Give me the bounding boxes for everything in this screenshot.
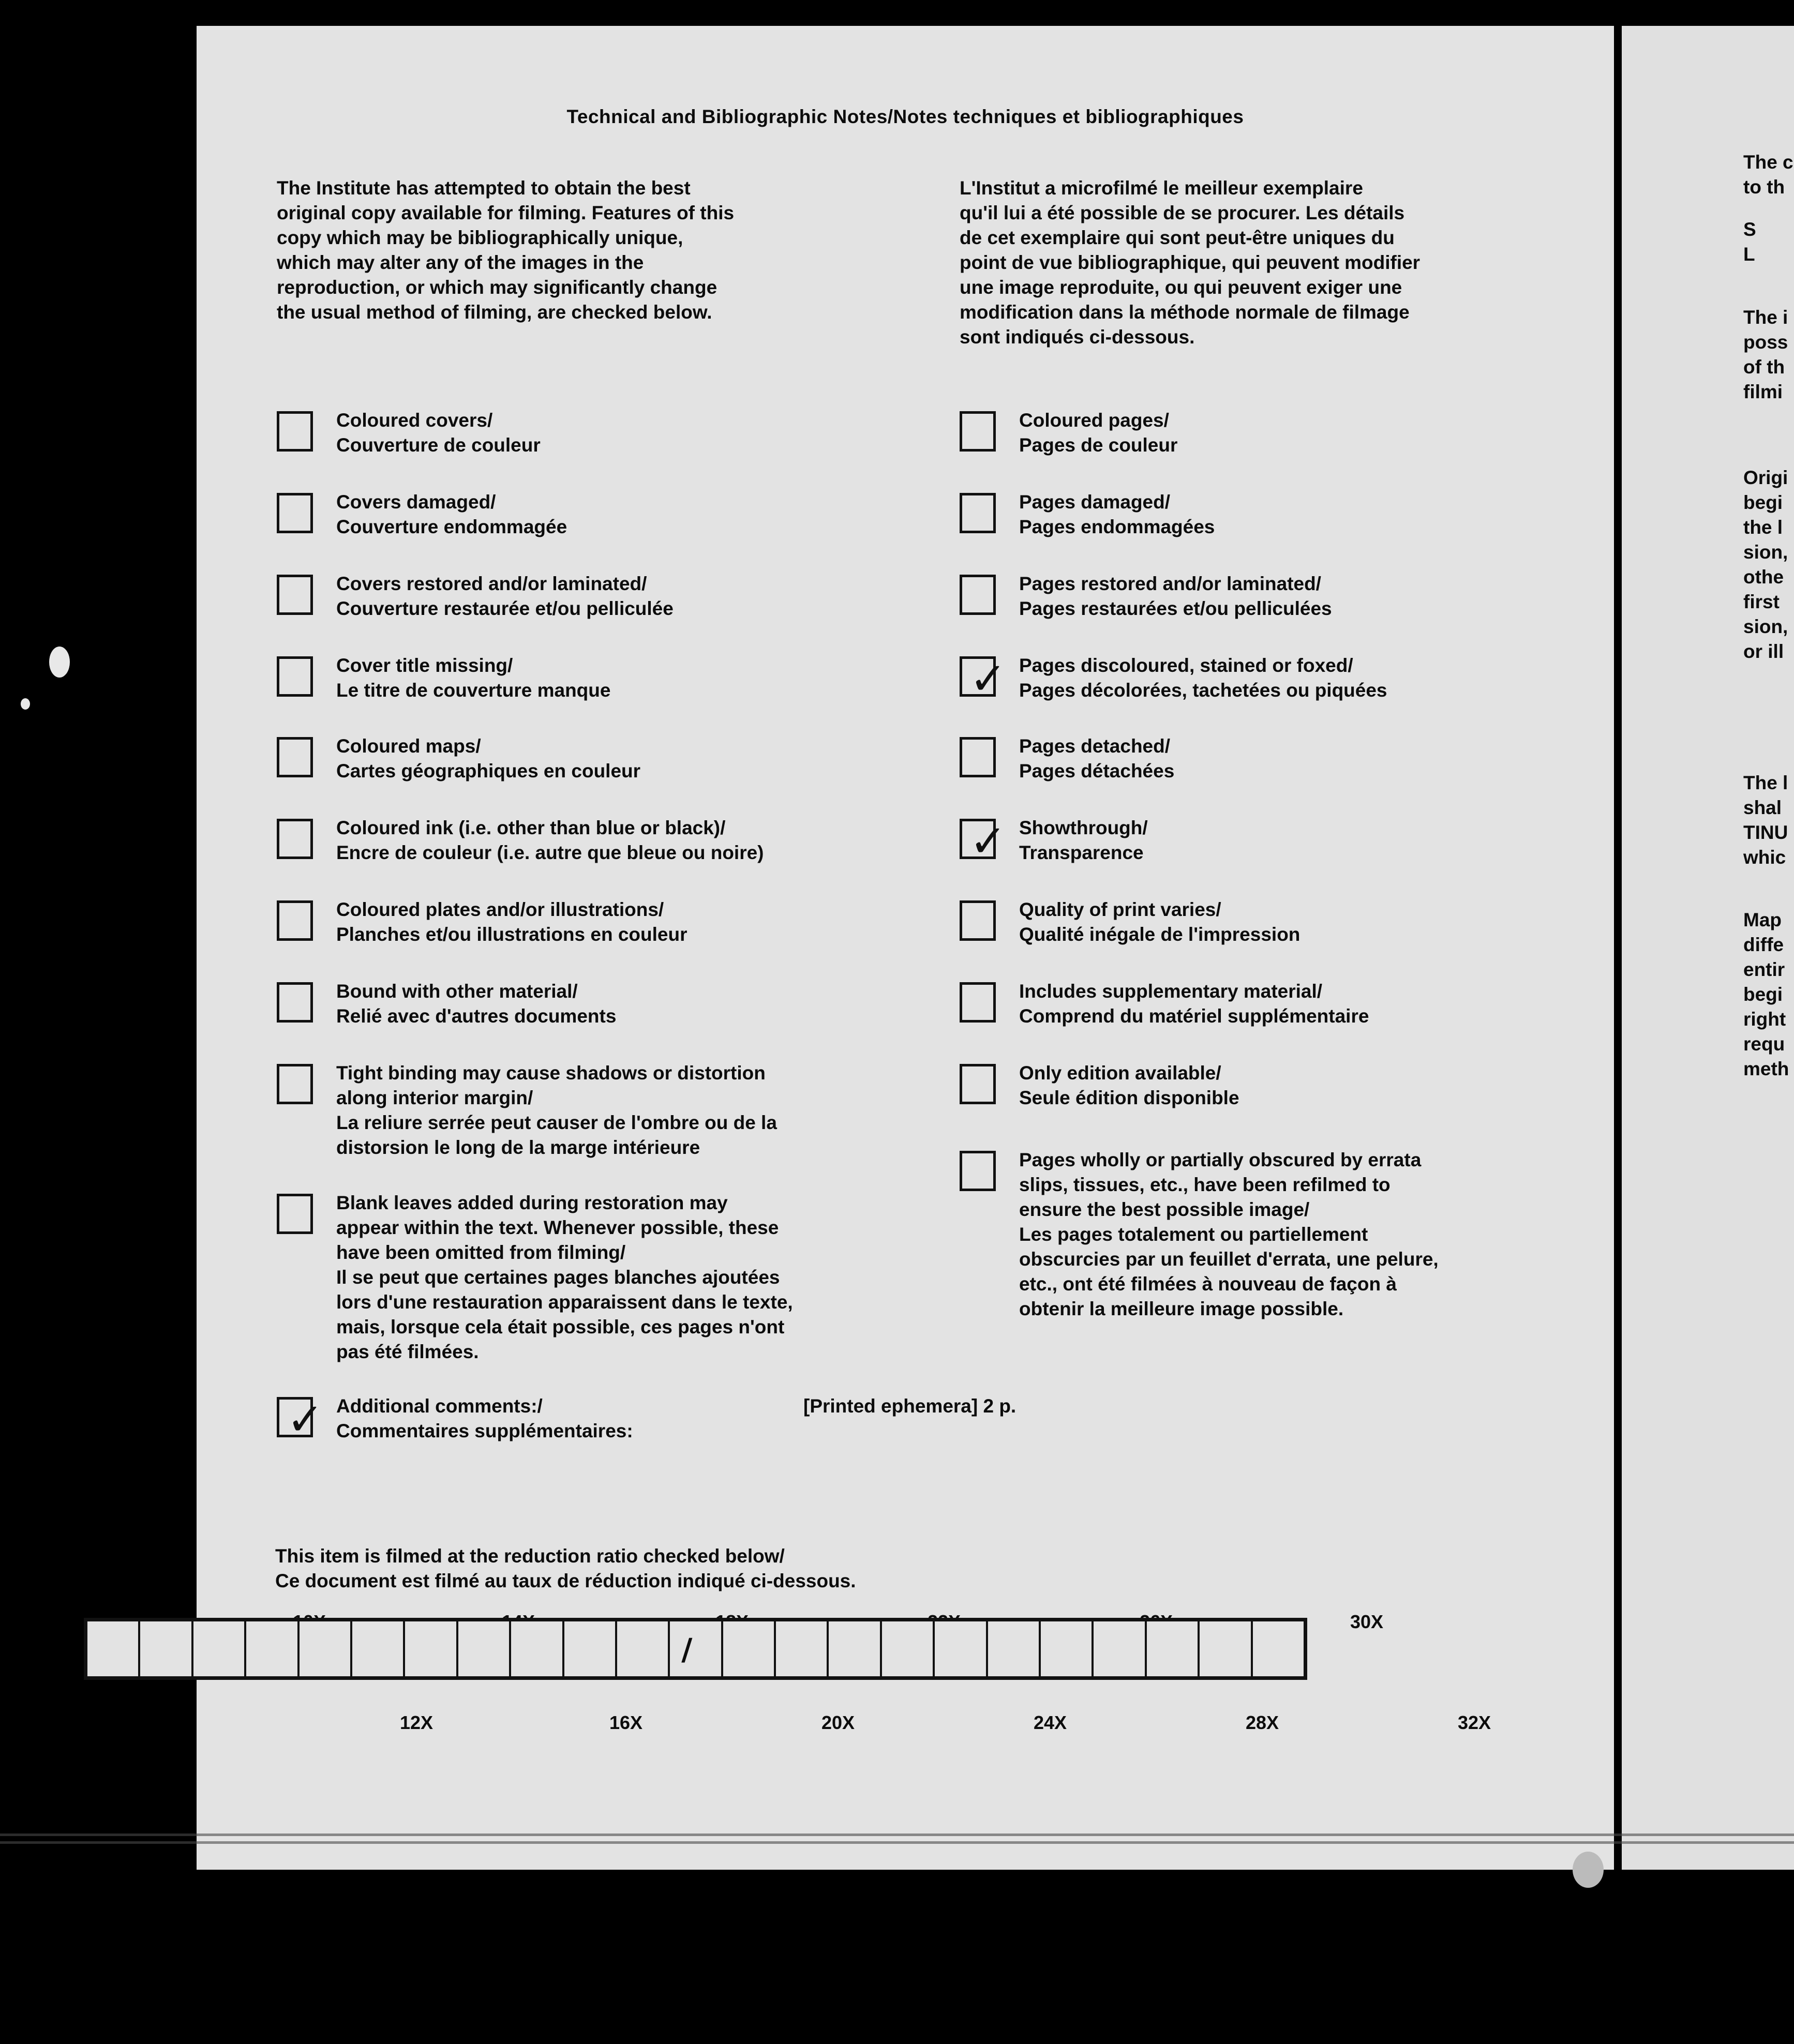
option-label: Additional comments:/ Commentaires supplémentaires: (336, 1395, 633, 1441)
ratio-cell[interactable] (670, 1621, 723, 1676)
adjacent-page-fragment: S L (1743, 219, 1756, 265)
option-label: Pages damaged/ Pages endommagées (1019, 491, 1215, 537)
option-label: Only edition available/ Seule édition disponible (1019, 1062, 1239, 1108)
checkbox[interactable] (277, 575, 313, 615)
ratio-cell[interactable] (1041, 1621, 1094, 1676)
checkbox[interactable] (277, 900, 313, 941)
ratio-cell[interactable] (1200, 1621, 1252, 1676)
option-label: Pages restored and/or laminated/ Pages restaurées et/ou pelliculées (1019, 573, 1332, 619)
filming-notes-sheet (197, 26, 1614, 1870)
ratio-cell[interactable] (617, 1621, 670, 1676)
scan-line (0, 1833, 1794, 1836)
ratio-cell[interactable] (300, 1621, 352, 1676)
option-label: Bound with other material/ Relié avec d'autres documents (336, 981, 617, 1027)
ratio-cell[interactable] (87, 1621, 140, 1676)
option-label: Tight binding may cause shadows or distortion along interior margin/ La reliure serrée peut causer de l'ombre ou de la distorsion le long de la marge intérieure (336, 1062, 777, 1158)
ratio-cell[interactable] (935, 1621, 988, 1676)
ratio-label-bottom: 32X (1457, 1712, 1491, 1733)
option-label: Pages wholly or partially obscured by errata slips, tissues, etc., have been refilmed to ensure the best possible image/ Les pages totalement ou partiellement obscurcies par un feuillet d'errata, une pelure, etc., ont été filmées à nouveau de façon à obtenir la meilleure image possible. (1019, 1149, 1439, 1319)
adjacent-page-fragment: Origi begi the l sion, othe first sion, or ill (1743, 467, 1788, 662)
ratio-cell[interactable] (193, 1621, 246, 1676)
ratio-label-bottom: 28X (1245, 1712, 1279, 1733)
ratio-cell[interactable] (352, 1621, 405, 1676)
checkbox[interactable] (960, 737, 996, 777)
scan-speck (1573, 1852, 1604, 1888)
additional-comment-value: [Printed ephemera] 2 p. (803, 1395, 1016, 1417)
option-label: Cover title missing/ Le titre de couverture manque (336, 655, 611, 701)
page-title: Technical and Bibliographic Notes/Notes techniques et bibliographiques (566, 106, 1244, 127)
option-label: Covers damaged/ Couverture endommagée (336, 491, 567, 537)
option-label: Blank leaves added during restoration may appear within the text. Whenever possible, these have been omitted from filming/ Il se peut que certaines pages blanches ajoutées lors d'une restauration apparaissent dans le texte, mais, lorsque cela était possible, ces pages n'ont pas été filmées. (336, 1192, 793, 1362)
checkbox[interactable] (277, 1394, 324, 1446)
scan-speck (49, 647, 70, 678)
ratio-cell[interactable] (1147, 1621, 1200, 1676)
ratio-cell[interactable] (829, 1621, 881, 1676)
adjacent-page-fragment: Map diffe entir begi right requ meth (1743, 909, 1789, 1079)
checkbox[interactable] (960, 653, 1007, 705)
adjacent-page-fragment: The i poss of th filmi (1743, 307, 1788, 402)
checkbox[interactable] (960, 411, 996, 452)
adjacent-page-fragment: The c to th (1743, 152, 1793, 198)
reduction-ratio-scale (84, 1618, 1307, 1680)
checkbox[interactable] (277, 1194, 313, 1234)
ratio-label-bottom: 24X (1033, 1712, 1067, 1733)
ratio-label-bottom: 20X (821, 1712, 855, 1733)
checkbox[interactable] (277, 411, 313, 452)
ratio-cell[interactable] (511, 1621, 564, 1676)
check-mark-icon: ✓ (969, 653, 1007, 705)
ratio-tick-mark: / (681, 1632, 693, 1667)
ratio-cell[interactable] (723, 1621, 776, 1676)
checkbox[interactable] (960, 816, 1007, 867)
ratio-label-bottom: 16X (609, 1712, 643, 1733)
check-mark-icon: ✓ (287, 1394, 324, 1446)
ratio-cell[interactable] (458, 1621, 511, 1676)
option-label: Quality of print varies/ Qualité inégale de l'impression (1019, 899, 1300, 945)
reduction-ratio-caption: This item is filmed at the reduction ratio checked below/ Ce document est filmé au taux de réduction indiqué ci-dessous. (275, 1545, 856, 1591)
checkbox[interactable] (960, 1064, 996, 1104)
ratio-cell[interactable] (140, 1621, 193, 1676)
option-label: Coloured maps/ Cartes géographiques en couleur (336, 735, 641, 781)
option-label: Coloured plates and/or illustrations/ Planches et/ou illustrations en couleur (336, 899, 687, 945)
option-label: Coloured covers/ Couverture de couleur (336, 410, 541, 456)
ratio-label-top: 30X (1350, 1611, 1384, 1632)
checkbox[interactable] (960, 1151, 996, 1191)
checkbox[interactable] (960, 575, 996, 615)
intro-english: The Institute has attempted to obtain the best original copy available for filming. Features of this copy which may be bibliographically unique, which may alter any of the images in the reproduction, or which may significantly change the usual method of filming, are checked below. (277, 177, 735, 323)
option-label: Coloured pages/ Pages de couleur (1019, 410, 1178, 456)
option-label: Covers restored and/or laminated/ Couverture restaurée et/ou pelliculée (336, 573, 674, 619)
ratio-label-bottom: 12X (399, 1712, 433, 1733)
ratio-cell[interactable] (405, 1621, 458, 1676)
checkbox[interactable] (277, 819, 313, 859)
ratio-cell[interactable] (776, 1621, 829, 1676)
checkbox[interactable] (277, 493, 313, 533)
ratio-cell[interactable] (246, 1621, 299, 1676)
checkbox[interactable] (960, 493, 996, 533)
checkbox[interactable] (277, 982, 313, 1023)
option-label: Pages discoloured, stained or foxed/ Pages décolorées, tachetées ou piquées (1019, 655, 1387, 701)
ratio-cell[interactable] (1253, 1621, 1304, 1676)
checkbox[interactable] (277, 1064, 313, 1104)
checkbox[interactable] (277, 656, 313, 697)
ratio-cell[interactable] (882, 1621, 935, 1676)
option-label: Pages detached/ Pages détachées (1019, 735, 1175, 781)
intro-french: L'Institut a microfilmé le meilleur exemplaire qu'il lui a été possible de se procurer. Les détails de cet exemplaire qui sont peut-être uniques du point de vue bibliographique, qui peuvent modifier une image reproduite, ou qui peuvent exiger une modification dans la méthode normale de filmage sont indiqués ci-dessous. (960, 177, 1421, 348)
option-label: Showthrough/ Transparence (1019, 817, 1148, 863)
checkbox[interactable] (960, 982, 996, 1023)
ratio-cell[interactable] (564, 1621, 617, 1676)
ratio-cell[interactable] (988, 1621, 1041, 1676)
option-label: Coloured ink (i.e. other than blue or black)/ Encre de couleur (i.e. autre que bleue ou noire) (336, 817, 764, 863)
checkbox[interactable] (277, 737, 313, 777)
check-mark-icon: ✓ (969, 816, 1007, 867)
scan-speck (21, 698, 30, 710)
option-label: Includes supplementary material/ Comprend du matériel supplémentaire (1019, 981, 1369, 1027)
adjacent-page-fragment: The l shal TINU whic (1743, 772, 1788, 868)
scan-line (0, 1841, 1794, 1844)
ratio-cell[interactable] (1094, 1621, 1146, 1676)
checkbox[interactable] (960, 900, 996, 941)
